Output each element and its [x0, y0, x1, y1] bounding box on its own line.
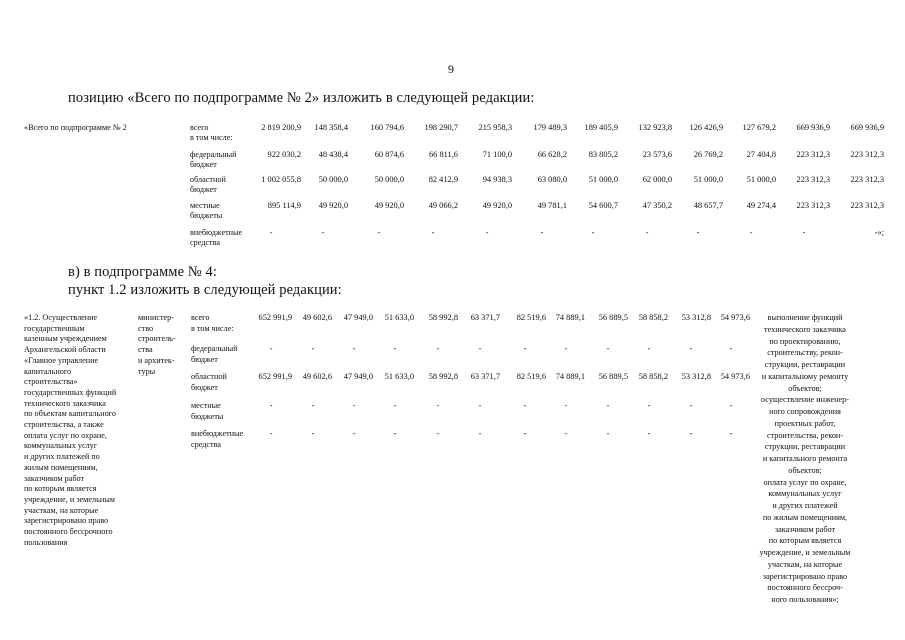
table-cell: - — [647, 401, 651, 410]
table-cell: 82 519,6 — [516, 313, 546, 322]
measure-name-line: Архангельской области — [24, 345, 106, 355]
table-cell: - — [645, 228, 649, 237]
result-line: технического заказчика — [764, 324, 846, 334]
table-cell: - — [606, 429, 610, 438]
table-cell: 56 889,5 — [598, 313, 628, 322]
table-cell: 66 811,6 — [428, 150, 458, 159]
table-cell: 48 657,7 — [693, 201, 723, 210]
table-cell: 215 958,3 — [478, 123, 512, 132]
table-cell: - — [647, 429, 651, 438]
row-label: федеральный — [190, 150, 237, 159]
row-label-cont: бюджеты — [191, 411, 224, 421]
table-cell: 74 889,1 — [555, 372, 585, 381]
result-line: заказчиком работ — [774, 524, 836, 534]
table-cell: 223 312,3 — [850, 175, 884, 184]
table-cell: - — [478, 429, 482, 438]
table-cell: 223 312,3 — [796, 150, 830, 159]
table-cell: 54 600,7 — [588, 201, 618, 210]
measure-name-line: и других платежей по — [24, 452, 100, 462]
table-cell: 148 358,4 — [314, 123, 348, 132]
table-cell: - — [729, 429, 733, 438]
table-cell: - — [749, 228, 753, 237]
table-cell: - — [606, 344, 610, 353]
table-cell: 49 781,1 — [537, 201, 567, 210]
table-cell: - — [311, 401, 315, 410]
measure-name-line: строительства» — [24, 377, 78, 387]
row-label: внебюджетные — [191, 429, 244, 438]
table-cell: 1 002 055,8 — [261, 175, 301, 184]
row-label: федеральный — [191, 344, 238, 353]
table-cell: - — [269, 429, 273, 438]
row-label-cont: бюджет — [190, 160, 217, 169]
executor-line: туры — [138, 366, 156, 376]
table-cell: 66 628,2 — [537, 150, 567, 159]
result-line: оплата услуг по охране, — [763, 477, 847, 487]
result-line: и других платежей — [772, 501, 838, 510]
result-line: строительства, рекон- — [766, 430, 844, 440]
table-cell: - — [591, 228, 595, 237]
table-cell: 223 312,3 — [796, 201, 830, 210]
table-cell: 49 066,2 — [428, 201, 458, 210]
result-line: и капитального ремонта — [762, 454, 848, 463]
row-label: всего — [191, 313, 210, 322]
measure-name-line: строительства, а также — [24, 420, 104, 429]
measure-name-line: постоянного бессрочного — [24, 527, 113, 536]
table-cell: 54 973,6 — [720, 313, 750, 322]
table-cell: 49 920,0 — [374, 201, 404, 210]
table-cell: 71 100,0 — [482, 150, 512, 159]
row-label-cont: бюджеты — [190, 211, 223, 220]
table-cell: 49 274,4 — [746, 201, 776, 210]
result-line: участкам, на которые — [767, 559, 843, 569]
table-cell: 26 769,2 — [693, 150, 723, 159]
table-cell: - — [523, 401, 527, 410]
row-label-cont: бюджет — [190, 185, 217, 194]
table-cell: 47 949,0 — [343, 313, 373, 322]
table-cell: 50 000,0 — [374, 175, 404, 184]
result-line: ного сопровождения — [769, 407, 841, 416]
table-cell: - — [321, 228, 325, 237]
executor-line: ства — [138, 345, 153, 355]
table-cell: 62 000,0 — [642, 175, 672, 184]
table-cell: - — [478, 401, 482, 410]
table-cell: 47 350,2 — [642, 201, 672, 210]
row-label: областной — [190, 175, 226, 184]
table-cell: - — [689, 429, 693, 438]
table-cell: 82 519,6 — [516, 372, 546, 381]
table-cell: 60 874,6 — [374, 150, 404, 159]
table-cell: 669 936,9 — [850, 123, 884, 132]
table-cell: 53 312,8 — [681, 313, 711, 322]
table-cell: - — [523, 429, 527, 438]
row-label-cont: в том числе: — [191, 323, 234, 333]
table-cell: 895 114,9 — [267, 201, 301, 210]
table-cell: 58 992,8 — [428, 372, 458, 381]
table-cell: - — [540, 228, 544, 237]
table-cell: - — [377, 228, 381, 237]
table-cell: 51 000,0 — [693, 175, 723, 184]
table-cell: - — [689, 344, 693, 353]
table-cell: - — [352, 344, 356, 353]
result-line: струкции, реставрации — [764, 442, 846, 452]
table-cell: - — [269, 228, 273, 237]
executor-line: строитель- — [138, 334, 176, 344]
table-cell: - — [352, 401, 356, 410]
table-cell: 652 991,9 — [258, 372, 292, 381]
table-cell: - — [311, 429, 315, 438]
row-label-cont: бюджет — [191, 382, 218, 392]
result-line: объектов; — [788, 465, 822, 475]
result-line: строительству, рекон- — [767, 348, 843, 358]
measure-name-line: «Главное управление — [24, 355, 99, 365]
row-label: областной — [191, 372, 227, 381]
row-label: местные — [190, 201, 220, 210]
table-cell: 179 489,3 — [533, 123, 567, 132]
table-cell: 652 991,9 — [258, 313, 292, 322]
row-label: всего — [190, 123, 209, 132]
table-cell: 51 000,0 — [746, 175, 776, 184]
table-cell: - — [729, 344, 733, 353]
table-cell: 58 858,2 — [638, 313, 668, 322]
table-cell: 74 889,1 — [555, 313, 585, 322]
result-line: выполнение функций — [767, 313, 843, 322]
measure-name-line: по которым является — [24, 484, 97, 494]
table-cell: - — [436, 401, 440, 410]
result-line: объектов; — [788, 383, 822, 393]
table-cell: - — [802, 228, 806, 237]
table-cell: - — [352, 429, 356, 438]
table-cell: 49 602,6 — [302, 372, 332, 381]
measure-name-line: жилым помещениям, — [24, 462, 98, 472]
table-cell: 2 819 200,9 — [261, 123, 301, 132]
table-cell: - — [436, 344, 440, 353]
measure-name-line: зарегистрировано право — [24, 516, 109, 526]
table-cell: - — [689, 401, 693, 410]
measure-name-line: учреждение, и земельным — [24, 494, 115, 504]
table-cell: 126 426,9 — [689, 123, 723, 132]
result-line: зарегистрировано право — [762, 571, 848, 581]
row-label-cont: средства — [190, 238, 221, 247]
table-cell: 51 000,0 — [588, 175, 618, 184]
table-cell: 48 438,4 — [318, 150, 348, 159]
measure-name-line: участкам, на которые — [24, 505, 99, 515]
row-label-cont: бюджет — [191, 354, 218, 364]
table-cell: 63 371,7 — [470, 313, 500, 322]
table-cell: 223 312,3 — [850, 150, 884, 159]
measure-name-line: государственных функций — [24, 387, 117, 397]
table-cell: 50 000,0 — [318, 175, 348, 184]
table-cell: 922 030,2 — [267, 150, 301, 159]
table-cell: - — [729, 401, 733, 410]
row-label: местные — [191, 401, 221, 410]
table-cell: 49 920,0 — [482, 201, 512, 210]
executor-line: министер- — [138, 313, 174, 322]
measure-name-line: казенным учреждением — [24, 334, 107, 344]
table-cell: - — [564, 344, 568, 353]
table-cell: -»; — [874, 228, 884, 237]
table-cell: 94 938,3 — [482, 175, 512, 184]
result-line: учреждение, и земельным — [759, 548, 851, 557]
result-line: по жилым помещениям, — [762, 512, 848, 522]
table-cell: - — [393, 344, 397, 353]
table-cell: - — [523, 344, 527, 353]
row-label: внебюджетные — [190, 228, 243, 237]
executor-line: ство — [138, 323, 154, 333]
table-cell: - — [269, 344, 273, 353]
table-cell: 56 889,5 — [598, 372, 628, 381]
result-line: по проектированию, — [769, 336, 841, 346]
table-cell: - — [606, 401, 610, 410]
table-cell: 198 290,7 — [424, 123, 458, 132]
result-line: осуществление инженер- — [761, 395, 849, 405]
row-label-cont: в том числе: — [190, 133, 233, 142]
table-cell: 53 312,8 — [681, 372, 711, 381]
table-cell: 63 371,7 — [470, 372, 500, 381]
table-cell: 49 920,0 — [318, 201, 348, 210]
table-cell: 49 602,6 — [302, 313, 332, 322]
measure-name-line: по объектам капитального — [24, 409, 116, 419]
measure-name-line: государственным — [24, 323, 85, 333]
table-cell: - — [485, 228, 489, 237]
table-cell: - — [393, 429, 397, 438]
result-line: струкции, реставрации — [764, 360, 846, 369]
table-cell: 47 949,0 — [343, 372, 373, 381]
instruction-heading-3: пункт 1.2 изложить в следующей редакции: — [68, 282, 342, 298]
page-number: 9 — [448, 62, 454, 76]
table-cell: 51 633,0 — [384, 313, 414, 322]
instruction-heading-2: в) в подпрограмме № 4: — [68, 264, 217, 280]
result-line: коммунальных услуг — [768, 489, 842, 499]
table-cell: - — [564, 401, 568, 410]
measure-name-line: пользования — [24, 537, 68, 547]
table-cell: - — [436, 429, 440, 438]
table-cell: 58 858,2 — [638, 372, 668, 381]
table-cell: 189 405,9 — [584, 123, 618, 132]
table-cell: 132 923,8 — [638, 123, 672, 132]
measure-name-line: «1.2. Осуществление — [24, 313, 98, 322]
table-cell: 51 633,0 — [384, 372, 414, 381]
table-cell: 82 412,9 — [428, 175, 458, 184]
measure-name-line: коммунальных услуг — [24, 441, 98, 451]
row-label-cont: средства — [191, 439, 222, 449]
table-cell: - — [431, 228, 435, 237]
table-cell: 23 573,6 — [642, 150, 672, 159]
measure-name-line: капитального — [24, 366, 72, 376]
measure-name-line: технического заказчика — [24, 398, 106, 408]
table-cell: - — [696, 228, 700, 237]
table-cell: 58 992,8 — [428, 313, 458, 322]
executor-line: и архитек- — [138, 355, 175, 365]
result-line: по которым является — [768, 536, 842, 546]
table-cell: 223 312,3 — [850, 201, 884, 210]
result-line: ного пользования»; — [771, 595, 839, 604]
table-cell: 63 080,0 — [537, 175, 567, 184]
table-cell: - — [478, 344, 482, 353]
table-cell: 27 404,8 — [746, 150, 776, 159]
table-cell: 223 312,3 — [796, 175, 830, 184]
table-cell: - — [311, 344, 315, 353]
measure-name-line: заказчиком работ — [24, 473, 85, 483]
table-cell: 54 973,6 — [720, 372, 750, 381]
measure-name-line: оплата услуг по охране, — [24, 430, 107, 440]
result-line: постоянного бессроч- — [767, 583, 843, 593]
table-cell: - — [269, 401, 273, 410]
table-cell: - — [647, 344, 651, 353]
table-cell: 127 679,2 — [742, 123, 776, 132]
result-line: и капитальному ремонту — [761, 371, 849, 381]
table-cell: - — [393, 401, 397, 410]
table-cell: 160 794,6 — [370, 123, 404, 132]
table-cell: - — [564, 429, 568, 438]
instruction-heading-1: позицию «Всего по подпрограмме № 2» изложить в следующей редакции: — [68, 90, 535, 106]
result-line: проектных работ, — [774, 418, 836, 428]
table1-name: «Всего по подпрограмме № 2 — [24, 123, 127, 132]
table-cell: 83 805,2 — [588, 150, 618, 159]
table-cell: 669 936,9 — [796, 123, 830, 132]
